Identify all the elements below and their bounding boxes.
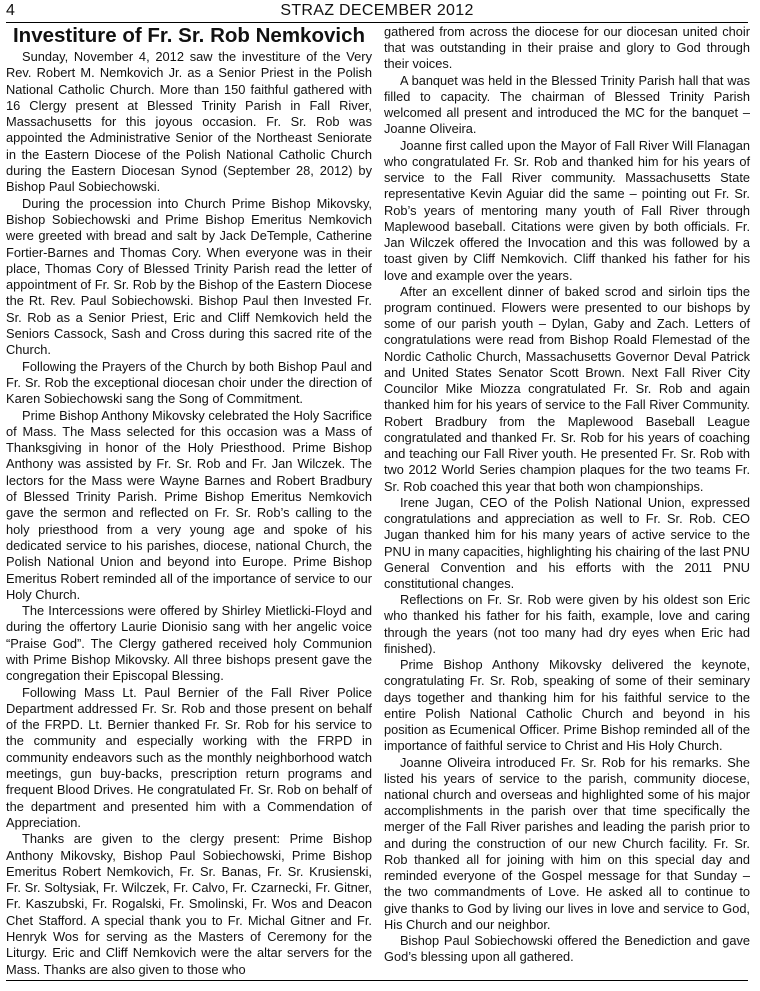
article-paragraph: A banquet was held in the Blessed Trinity Parish hall that was filled to capacity. The chairman of Blessed Trinity Parish welcomed all present and introduced the MC for the banquet – Joanne Oliveira.	[384, 72, 750, 137]
article-paragraph: Joanne Oliveira introduced Fr. Sr. Rob for his remarks. She listed his years of service to the parish, community diocese, national church and overseas and highlighted some of his major accomplishments in the parish over that time specifically the merger of the Fall River parishes and leading the parish prior to and during the construction of our new Church facility. Fr. Sr. Rob thanked all for joining with him on this special day and reminded everyone of the Gospel message for that Sunday – the two commandments of Love. He asked all to continue to give thanks to God by living our lives in love and service to God, His Church and our neighbor.	[384, 754, 750, 932]
article-paragraph: Prime Bishop Anthony Mikovsky delivered the keynote, congratulating Fr. Sr. Rob, speaking of some of their seminary days together and thanking him for his faithful service to the entire Polish National Catholic Church and beyond in his position as Ecumenical Officer. Prime Bishop reminded all of the importance of faithful service to Christ and His Holy Church.	[384, 657, 750, 754]
article-paragraph: Following Mass Lt. Paul Bernier of the Fall River Police Department addressed Fr. Sr. Rob and those present on behalf of the FRPD. Lt. Bernier thanked Fr. Sr. Rob for his service to the community and especially working with the FRPD in community endeavors such as the monthly neighborhood watch meetings, gun buy-backs, prescription return programs and frequent Blood Drives. He congratulated Fr. Sr. Rob on behalf of the department and presented him with a Commendation of Appreciation.	[6, 684, 372, 830]
article-paragraph: Thanks are given to the clergy present: Prime Bishop Anthony Mikovsky, Bishop Paul Sobiechowski, Prime Bishop Emeritus Robert Nemkovich, Fr. Sr. Banas, Fr. Sr. Krusienski, Fr. Sr. Soltysiak, Fr. Wilczek, Fr. Calvo, Fr. Czarnecki, Fr. Gitner, Fr. Kaszubski, Fr. Rogalski, Fr. Smolinski, Fr. Wos and Deacon Chet Stafford. A special thank you to Fr. Michal Gitner and Fr. Henryk Wos for serving as the Masters of Ceremony for the Liturgy. Eric and Cliff Nemkovich were the altar servers for the Mass. Thanks are also given to those who	[6, 831, 372, 977]
article-paragraph: The Intercessions were offered by Shirley Mietlicki-Floyd and during the offertory Laurie Dionisio sang with her angelic voice “Praise God”. The Clergy gathered received holy Communion with Prime Bishop Mikovsky. All three bishops present gave the congregation their Episcopal Blessing.	[6, 603, 372, 684]
article-paragraph: Irene Jugan, CEO of the Polish National Union, expressed congratulations and appreciation as well to Fr. Sr. Rob. CEO Jugan thanked him for his many years of active service to the PNU in many capacities, highlighting his chairing of the last PNU General Convention and his efforts with the 2011 PNU constitutional changes.	[384, 494, 750, 591]
article-paragraph: Joanne first called upon the Mayor of Fall River Will Flanagan who congratulated Fr. Sr. Rob and thanked him for his years of service to the Fall River community. Massachusetts State representative Kevin Aguiar did the same – pointing out Fr. Sr. Rob’s years of mentoring many youth of Fall River through Maplewood baseball. Citations were given by both officials. Fr. Jan Wilczek offered the Invocation and this was followed by a toast given by Cliff Nemkovich. Cliff thanked his father for his love and example over the years.	[384, 137, 750, 283]
article-paragraph: During the procession into Church Prime Bishop Mikovsky, Bishop Sobiechowski and Prime Bishop Emeritus Nemkovich were greeted with bread and salt by Jack DeTemple, Catherine Fortier-Barnes and Thomas Cory. When everyone was in their place, Thomas Cory of Blessed Trinity Parish read the letter of appointment of Fr. Sr. Rob by the Bishop of the Eastern Diocese the Rt. Rev. Paul Sobiechowski. Bishop Paul then Invested Fr. Sr. Rob as a Senior Priest, Eric and Cliff Nemkovich held the Seniors Cassock, Sash and Cross during this sacred rite of the Church.	[6, 195, 372, 358]
bottom-rule	[6, 980, 748, 981]
page-number: 4	[6, 2, 15, 19]
article-paragraph: After an excellent dinner of baked scrod and sirloin tips the program continued. Flowers were presented to our bishops by some of our parish youth – Dylan, Gaby and Zach. Letters of congratulations were read from Bishop Roald Flemestad of the Nordic Catholic Church, Massachusetts Governor Deval Patrick and United States Senator Scott Brown. Next Fall River City Councilor Mike Miozza congratulated Fr. Sr. Rob and again thanked him for his years of service to the Fall River Community. Robert Bradbury from the Maplewood Baseball League congratulated and thanked Fr. Sr. Rob for his years of coaching and teaching our Fall River youth. He presented Fr. Sr. Rob with two 2012 World Series champion plaques for the two teams Fr. Sr. Rob coached this year that both won championships.	[384, 283, 750, 494]
article-title: Investiture of Fr. Sr. Rob Nemkovich	[12, 24, 365, 47]
article-paragraph: Following the Prayers of the Church by both Bishop Paul and Fr. Sr. Rob the exceptional diocesan choir under the direction of Karen Sobiechowski sang the Song of Commitment.	[6, 358, 372, 407]
left-column	[6, 24, 372, 978]
article-paragraph-continuation: gathered from across the diocese for our diocesan united choir that was outstanding in their praise and glory to God through their voices.	[384, 24, 750, 72]
article-paragraph: Reflections on Fr. Sr. Rob were given by his oldest son Eric who thanked his father for his faith, example, love and caring through the years (not too many had dry eyes when Eric had finished).	[384, 592, 750, 656]
right-column	[384, 24, 750, 966]
article-paragraph: Bishop Paul Sobiechowski offered the Benediction and gave God’s blessing upon all gathered.	[384, 933, 750, 965]
article-paragraph: Prime Bishop Anthony Mikovsky celebrated the Holy Sacrifice of Mass. The Mass selected for this occasion was a Mass of Thanksgiving in honor of the Holy Priesthood. Prime Bishop Anthony was assisted by Fr. Sr. Rob and Fr. Jan Wilczek. The lectors for the Mass were Wayne Barnes and Robert Bradbury of Blessed Trinity Parish. Prime Bishop Emeritus Nemkovich gave the sermon and reflected on Fr. Sr. Rob’s calling to the holy priesthood from a very young age and spoke of his dedicated service to his parishes, diocese, national Church, the Polish National Union and beyond into Europe. Prime Bishop Emeritus Robert reminded all of the importance of service to our Holy Church.	[6, 407, 372, 602]
page-header	[6, 2, 748, 23]
masthead: STRAZ DECEMBER 2012	[280, 2, 474, 19]
article-paragraph: Sunday, November 4, 2012 saw the investiture of the Very Rev. Robert M. Nemkovich Jr. as a Senior Priest in the Polish National Catholic Church. More than 150 faithful gathered with 16 Clergy present at Blessed Trinity Parish in Fall River, Massachusetts for this joyous occasion. Fr. Sr. Rob was appointed the Administrative Senior of the Northeast Seniorate in the Eastern Diocese of the Polish National Catholic Church during the Eastern Diocesan Synod (September 28, 2012) by Bishop Paul Sobiechowski.	[6, 49, 372, 195]
